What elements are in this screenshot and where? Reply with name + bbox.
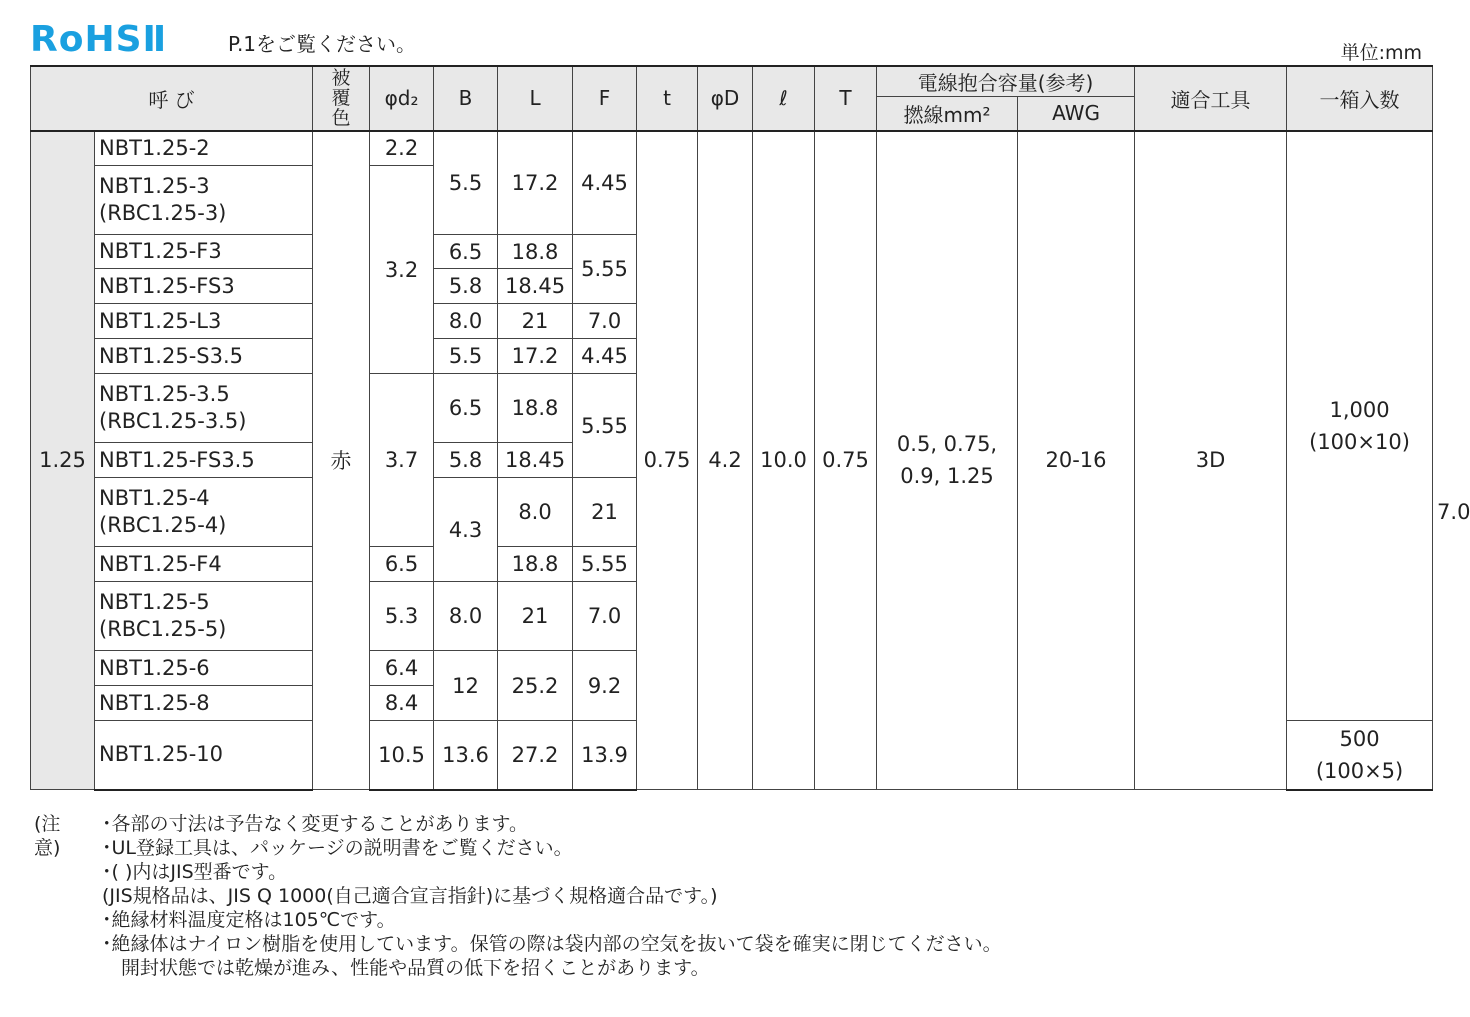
t-cell: 0.75 — [637, 131, 698, 790]
product-name: NBT1.25-6 — [95, 651, 313, 686]
header-box: 一箱入数 — [1287, 66, 1433, 131]
note-line: ･絶縁材料温度定格は105℃です。 — [102, 909, 396, 931]
note-line: 開封状態では乾燥が進み、性能や品質の低下を招くことがあります。 — [102, 957, 710, 979]
l-cell: 17.2 — [498, 131, 573, 235]
reference-note: P.1をご覧ください。 — [228, 32, 417, 56]
header-phi-d: φD — [698, 66, 753, 131]
product-name: NBT1.25-S3.5 — [95, 339, 313, 374]
f-cell: 4.45 — [573, 339, 637, 374]
header-d2: φd₂ — [370, 66, 434, 131]
b-cell: 5.8 — [434, 269, 498, 304]
note-line: (JIS規格品は、JIS Q 1000(自己適合宣言指針)に基づく規格適合品です。) — [102, 885, 718, 907]
header-l: L — [498, 66, 573, 131]
l-cell: 18.45 — [498, 443, 573, 478]
spec-table: 呼 び 被 覆 色 φd₂ B L F t φD ℓ T 電線抱合容量(参考) 適合工具 一箱入数 撚線mm² AWG 1.25 NBT1.25-2 赤 2.2 5.5 17.2 4.45 0.75 4.2 10.0 0.75 0.5, 0.75, 0.9, 1.25 20-16 3D 1,000 (100×10) NBT1.25-3 (RBC1.25-3) 3.2 NBT1.25-F3 6.5 18.8 5.55 NBT1.25-FS3 5.8 18.45 NBT1.25-L3 8.0 21 7.0 NBT1.25-S3.5 5.5 17.2 4.45 NBT1.25-3.5 (RBC1.25-3.5) 3.7 6.5 18.8 5.55 NBT1.25-FS3.5 5.8 18.45 NBT1.25-4 (RBC1.25-4) 4.3 8.0 21 7.0 NBT1.25-F4 6.5 18.8 5.55 NBT1.25-5 (RBC1.25-5) 5.3 8.0 21 7.0 NBT1.25-6 6.4 12 25.2 9.2 NBT1.25-8 8.4 NBT1.25-10 10.5 13.6 27.2 13.9 500 (100×5) — [30, 65, 1433, 791]
header-capital-t: T — [815, 66, 877, 131]
b-cell: 8.0 — [434, 582, 498, 651]
strand-cell: 0.5, 0.75, 0.9, 1.25 — [877, 131, 1018, 790]
d2-cell: 4.3 — [434, 478, 498, 582]
d2-cell: 3.2 — [370, 166, 434, 374]
d2-cell: 10.5 — [370, 721, 434, 790]
f-cell: 7.0 — [573, 304, 637, 339]
note-line: ･( )内はJIS型番です。 — [102, 861, 288, 883]
unit-label: 単位:mm — [1340, 42, 1422, 64]
d2-cell: 3.7 — [370, 374, 434, 547]
l-cell: 18.45 — [498, 269, 573, 304]
product-name: NBT1.25-FS3 — [95, 269, 313, 304]
l-cell: 17.2 — [498, 339, 573, 374]
header-tool: 適合工具 — [1135, 66, 1287, 131]
header-capacity: 電線抱合容量(参考) — [877, 66, 1135, 97]
product-name: NBT1.25-4 (RBC1.25-4) — [95, 478, 313, 547]
b-cell: 6.5 — [370, 547, 434, 582]
note-line: ･UL登録工具は、パッケージの説明書をご覧ください。 — [102, 837, 573, 859]
l-cell: 18.8 — [498, 374, 573, 443]
product-name: NBT1.25-10 — [95, 721, 313, 790]
product-name: NBT1.25-F3 — [95, 235, 313, 269]
product-name: NBT1.25-2 — [95, 131, 313, 166]
ell-cell: 10.0 — [753, 131, 815, 790]
box-qty-cell: 500 (100×5) — [1287, 721, 1433, 790]
l-cell: 25.2 — [498, 651, 573, 721]
b-cell: 13.6 — [434, 721, 498, 790]
page-header — [30, 18, 1422, 62]
capital-t-cell: 0.75 — [815, 131, 877, 790]
header-f: F — [573, 66, 637, 131]
tool-cell: 3D — [1135, 131, 1287, 790]
b-cell: 5.8 — [434, 443, 498, 478]
notes-label: (注意) — [34, 813, 61, 859]
note-line: ･各部の寸法は予告なく変更することがあります。 — [102, 813, 528, 835]
b-cell: 6.5 — [434, 235, 498, 269]
l-cell: 18.8 — [498, 547, 573, 582]
product-name: NBT1.25-L3 — [95, 304, 313, 339]
l-cell: 21 — [498, 582, 573, 651]
b-cell: 8.0 — [498, 478, 573, 547]
awg-cell: 20-16 — [1018, 131, 1135, 790]
l-cell: 18.8 — [498, 235, 573, 269]
l-cell: 21 — [573, 478, 637, 547]
product-name: NBT1.25-F4 — [95, 547, 313, 582]
f-cell: 4.45 — [573, 131, 637, 235]
header-color: 被 覆 色 — [313, 66, 370, 131]
l-cell: 21 — [498, 304, 573, 339]
f-cell: 7.0 — [573, 582, 637, 651]
f-cell: 13.9 — [573, 721, 637, 790]
header-t: t — [637, 66, 698, 131]
f-cell: 9.2 — [573, 651, 637, 721]
b-cell: 8.0 — [434, 304, 498, 339]
b-cell: 6.5 — [434, 374, 498, 443]
d2-cell: 5.3 — [370, 582, 434, 651]
l-cell: 27.2 — [498, 721, 573, 790]
header-ell: ℓ — [753, 66, 815, 131]
box-qty-cell: 1,000 (100×10) — [1287, 131, 1433, 721]
b-cell: 5.5 — [434, 131, 498, 235]
size-cell: 1.25 — [31, 131, 95, 790]
header-strand: 撚線mm² — [877, 97, 1018, 131]
header-name: 呼 び — [31, 66, 313, 131]
phi-d-cell: 4.2 — [698, 131, 753, 790]
d2-cell: 6.4 — [370, 651, 434, 686]
f-cell: 5.55 — [573, 547, 637, 582]
product-name: NBT1.25-3.5 (RBC1.25-3.5) — [95, 374, 313, 443]
note-line: ･絶縁体はナイロン樹脂を使用しています。保管の際は袋内部の空気を抜いて袋を確実に閉じてください。 — [102, 933, 1002, 955]
product-name: NBT1.25-5 (RBC1.25-5) — [95, 582, 313, 651]
f-cell: 5.55 — [573, 374, 637, 478]
f-cell: 5.55 — [573, 235, 637, 304]
product-name: NBT1.25-8 — [95, 686, 313, 721]
color-cell: 赤 — [313, 131, 370, 790]
rohs-logo: RoHSⅡ — [30, 19, 168, 60]
b-cell: 5.5 — [434, 339, 498, 374]
header-b: B — [434, 66, 498, 131]
product-name: NBT1.25-3 (RBC1.25-3) — [95, 166, 313, 235]
header-awg: AWG — [1018, 97, 1135, 131]
b-cell: 12 — [434, 651, 498, 721]
d2-cell: 2.2 — [370, 131, 434, 166]
product-name: NBT1.25-FS3.5 — [95, 443, 313, 478]
d2-cell: 8.4 — [370, 686, 434, 721]
